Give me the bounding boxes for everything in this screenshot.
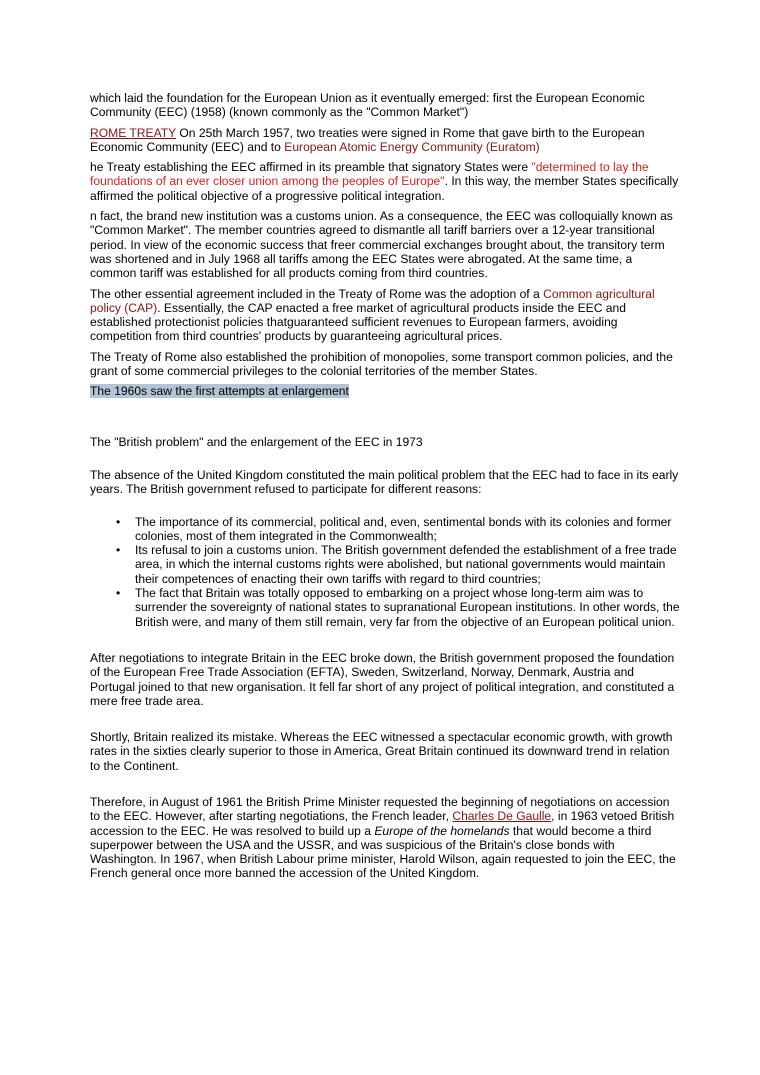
bullet-icon: • bbox=[116, 514, 121, 529]
paragraph-efta: After negotiations to integrate Britain in the EEC broke down, the British government proposed the foundation of the European Free Trade Association (EFTA), Sweden, Switzerland, Norway, Denmark, Austria and Portugal joined to that new organisation. It fell far short of any project of political integration, and constituted a mere free trade area. bbox=[90, 650, 675, 708]
bullet-icon: • bbox=[116, 543, 121, 558]
list-item: • Its refusal to join a customs union. The British government defended the establishment of a free trade area, in which the internal customs rights were abolished, but national governments would maintain their competences of enacting their own tariffs with regard to third countries; bbox=[116, 543, 677, 586]
section-heading: The "British problem" and the enlargement of the EEC in 1973 bbox=[90, 434, 423, 449]
euratom-link[interactable]: European Atomic Energy Community (Euratom) bbox=[284, 139, 540, 154]
paragraph-1960s bbox=[90, 384, 680, 398]
paragraph-cap: The other essential agreement included in the Treaty of Rome was the adoption of a Common agricultural policy (CAP). Essentially, the CAP enacted a free market of agricultural products inside the EEC and established protectionist policies thatguaranteed sufficient revenues to European farmers, avoiding competition from third countries' products by guaranteeing agricultural prices. bbox=[90, 286, 655, 344]
cap-link[interactable]: Common agricultural policy (CAP) bbox=[90, 286, 655, 315]
paragraph-absence: The absence of the United Kingdom constituted the main political problem that the EEC had to face in its early years. The British government refused to participate for different reasons: bbox=[90, 467, 679, 497]
document-page bbox=[90, 91, 680, 881]
paragraph-rome-treaty: ROME TREATY On 25th March 1957, two treaties were signed in Rome that gave birth to the European Economic Community (EEC) and to European Atomic Energy Community (Euratom) bbox=[90, 125, 645, 154]
reasons-list bbox=[90, 515, 680, 629]
list-item: • The fact that Britain was totally opposed to embarking on a project whose long-term aim was to surrender the sovereignty of national states to supranational European institutions. In other words, the British were, and many of them still remain, very far from the objective of an European political union. bbox=[116, 586, 680, 629]
rome-treaty-link[interactable]: ROME TREATY bbox=[90, 125, 177, 140]
paragraph-de-gaulle: Therefore, in August of 1961 the British Prime Minister requested the beginning of negotiations on accession to the EEC. However, after starting negotiations, the French leader, Charles De Gaulle, in 1963 vetoed British accession to the EEC. He was resolved to build up a Europe of the homelands that would become a third superpower between the USA and the USSR, and was suspicious of the Britain's close bonds with Washington. In 1967, when British Labour prime minister, Harold Wilson, again requested to join the EEC, the French general once more banned the accession of the United Kingdom. bbox=[90, 794, 676, 881]
paragraph-customs-union: n fact, the brand new institution was a customs union. As a consequence, the EEC was colloquially known as "Common Market". The member countries agreed to dismantle all tariff barriers over a 12-year transitional period. In view of the economic success that freer commercial exchanges brought about, the transitory term was shortened and in July 1968 all tariffs among the EEC States were abrogated. At the same time, a common tariff was established for all products coming from third countries. bbox=[90, 209, 673, 281]
highlighted-text: The 1960s saw the first attempts at enlargement bbox=[90, 384, 349, 399]
paragraph-monopolies: The Treaty of Rome also established the prohibition of monopolies, some transport common policies, and the grant of some commercial privileges to the colonial territories of the member States. bbox=[90, 349, 673, 379]
de-gaulle-link[interactable]: Charles De Gaulle bbox=[452, 809, 552, 824]
preamble-quote: "determined to lay the foundations of an ever closer union among the peoples of Europe" bbox=[90, 160, 649, 189]
paragraph-intro: which laid the foundation for the European Union as it eventually emerged: first the European Economic Community (EEC) (1958) (known commonly as the "Common Market") bbox=[90, 91, 645, 120]
bullet-icon: • bbox=[116, 586, 121, 601]
paragraph-preamble: he Treaty establishing the EEC affirmed in its preamble that signatory States were "determined to lay the foundations of an ever closer union among the peoples of Europe". In this way, the member States specifically affirmed the political objective of a progressive political integration. bbox=[90, 160, 679, 203]
list-item: • The importance of its commercial, political and, even, sentimental bonds with its colonies and former colonies, most of them integrated in the Commonwealth; bbox=[116, 514, 672, 543]
paragraph-mistake: Shortly, Britain realized its mistake. Whereas the EEC witnessed a spectacular economic growth, with growth rates in the sixties clearly superior to those in America, Great Britain continued its downward trend in relation to the Continent. bbox=[90, 730, 673, 773]
